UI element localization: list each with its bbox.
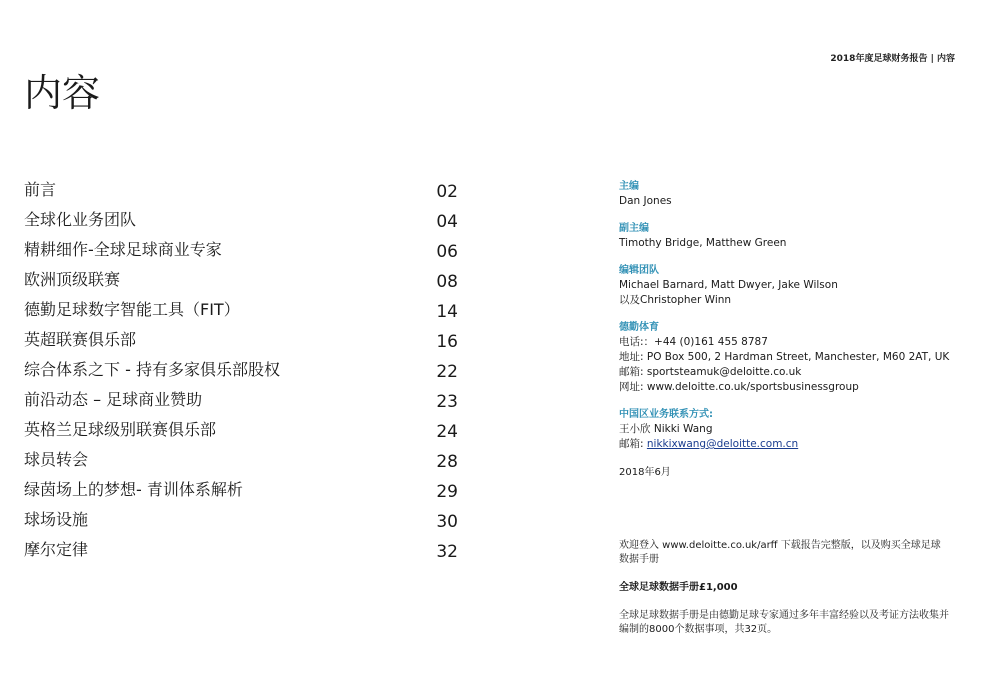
toc-item[interactable] [24, 506, 458, 536]
china-heading: 中国区业务联系方式: [619, 409, 713, 420]
sports-block [619, 321, 989, 395]
toc-item-label: 绿茵场上的梦想- 青训体系解析 [24, 480, 243, 499]
download-note: 欢迎登入 www.deloitte.co.uk/arff 下载报告完整版，以及购买全球足球数据手册 [619, 540, 941, 565]
deputy-heading: 副主编 [619, 223, 649, 234]
toc-item-label: 球场设施 [24, 510, 89, 529]
toc-item[interactable] [24, 356, 458, 386]
china-email-label: 邮箱: [619, 438, 647, 450]
toc-item-page: 23 [436, 392, 458, 412]
toc-item-page: 08 [436, 272, 458, 292]
toc-item-label: 球员转会 [24, 450, 89, 469]
editor-heading: 主编 [619, 181, 639, 192]
toc-item[interactable] [24, 326, 458, 356]
sports-web: 网址: www.deloitte.co.uk/sportsbusinessgroup [619, 381, 859, 393]
toc-item-label: 前言 [24, 180, 57, 199]
toc-item-page: 32 [436, 542, 458, 562]
deputy-block [619, 222, 989, 251]
toc-item[interactable] [24, 536, 458, 566]
publish-date: 2018年6月 [619, 467, 671, 478]
toc-item-page: 14 [436, 302, 458, 322]
toc-item-page: 06 [436, 242, 458, 262]
table-of-contents [24, 176, 458, 566]
toc-item-label: 摩尔定律 [24, 540, 89, 559]
china-block [619, 408, 989, 452]
toc-item[interactable] [24, 416, 458, 446]
toc-item-label: 欧洲顶级联赛 [24, 270, 121, 289]
toc-item-label: 英格兰足球级别联赛俱乐部 [24, 420, 217, 439]
toc-item-page: 16 [436, 332, 458, 352]
toc-item[interactable] [24, 386, 458, 416]
editor-name: Dan Jones [619, 195, 672, 207]
toc-item-page: 24 [436, 422, 458, 442]
credits [619, 180, 989, 480]
toc-item[interactable] [24, 446, 458, 476]
toc-item-page: 30 [436, 512, 458, 532]
sports-email: 邮箱: sportsteamuk@deloitte.co.uk [619, 366, 802, 378]
toc-item-page: 29 [436, 482, 458, 502]
toc-item-page: 04 [436, 212, 458, 232]
team-block [619, 264, 989, 308]
china-contact-name: 王小欣 Nikki Wang [619, 423, 713, 435]
header-note: 2018年度足球财务报告 | 内容 [830, 54, 955, 64]
sports-heading: 德勤体育 [619, 322, 659, 333]
databook-price: 全球足球数据手册£1,000 [619, 582, 738, 593]
deputy-names: Timothy Bridge, Matthew Green [619, 237, 787, 249]
team-names: Michael Barnard, Matt Dwyer, Jake Wilson [619, 279, 838, 291]
bottom-notes [619, 539, 949, 651]
sports-phone: 电话:：+44 (0)161 455 8787 [619, 336, 768, 348]
toc-item-label: 精耕细作-全球足球商业专家 [24, 240, 222, 259]
toc-item-label: 英超联赛俱乐部 [24, 330, 137, 349]
toc-item-label: 全球化业务团队 [24, 210, 137, 229]
toc-item[interactable] [24, 206, 458, 236]
toc-item[interactable] [24, 266, 458, 296]
editor-block [619, 180, 989, 209]
toc-item[interactable] [24, 476, 458, 506]
china-email-link[interactable]: nikkixwang@deloitte.com.cn [646, 438, 799, 450]
toc-item[interactable] [24, 176, 458, 206]
team-heading: 编辑团队 [619, 265, 659, 276]
toc-item-page: 22 [436, 362, 458, 382]
toc-item-page: 28 [436, 452, 458, 472]
toc-item[interactable] [24, 236, 458, 266]
toc-item-page: 02 [436, 182, 458, 202]
page-title: 内容 [24, 71, 101, 115]
toc-item[interactable] [24, 296, 458, 326]
sports-address: 地址: PO Box 500, 2 Hardman Street, Manchester, M60 2AT, UK [619, 351, 950, 363]
toc-item-label: 前沿动态 – 足球商业赞助 [24, 390, 203, 409]
toc-item-label: 德勤足球数字智能工具（FIT） [24, 300, 240, 319]
databook-description: 全球足球数据手册是由德勤足球专家通过多年丰富经验以及考证方法收集并编制的8000个数据事项，共32页。 [619, 610, 949, 635]
team-names-2: 以及Christopher Winn [619, 294, 732, 306]
toc-item-label: 综合体系之下 - 持有多家俱乐部股权 [24, 360, 280, 379]
china-email-line [619, 437, 989, 452]
